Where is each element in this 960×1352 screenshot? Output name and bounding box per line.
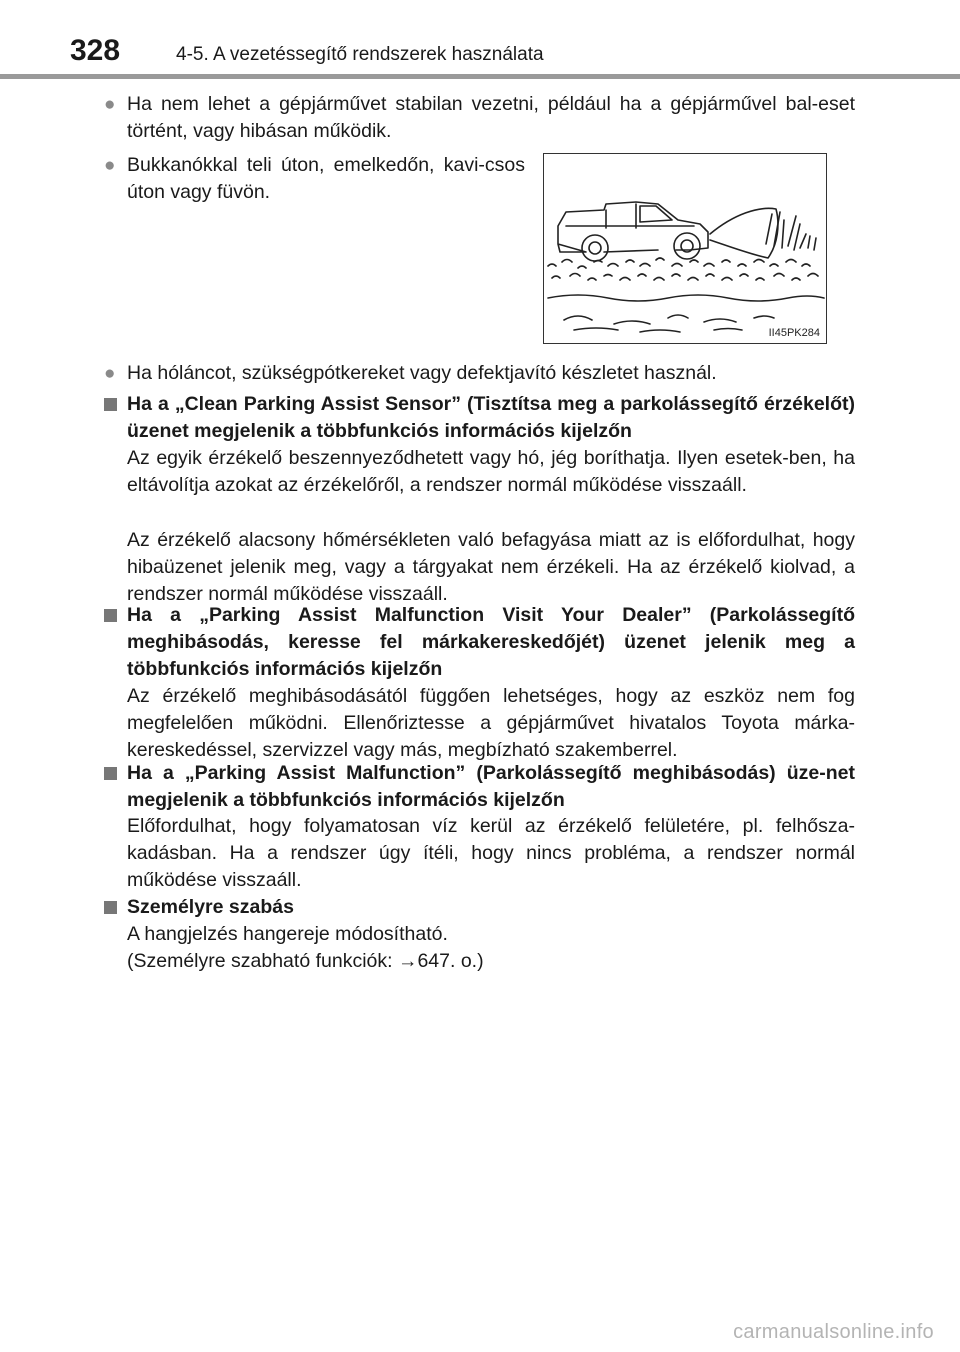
bullet-text-3: Ha hóláncot, szükségpótkereket vagy defektjavító készletet használ. — [127, 362, 717, 384]
section-2-paragraph-1: Az érzékelő meghibásodásától függően lehetséges, hogy az eszköz nem fog megfelelően működni. Ellenőriztesse a gépjárművet hivatalos Toyota márka-kereskedéssel, szervizzel vagy más, megbízható szakemberrel. — [127, 685, 855, 761]
square-bullet-icon — [104, 767, 117, 780]
section-4-line-1: A hangjelzés hangereje módosítható. — [127, 923, 448, 945]
watermark: carmanualsonline.info — [733, 1321, 934, 1343]
section-title: 4-5. A vezetéssegítő rendszerek használata — [176, 44, 544, 65]
figure-code: II45PK284 — [768, 327, 820, 339]
section-1-paragraph-2: Az érzékelő alacsony hőmérsékleten való befagyása miatt az is előfordulhat, hogy hibaüzenet jelenik meg, vagy a tárgyakat nem érzékeli. Ha az érzékelő kiolvad, a rendszer normál működése visszaáll. — [127, 529, 855, 605]
square-bullet-icon — [104, 901, 117, 914]
rough-road-illustration — [543, 153, 827, 344]
section-heading-4: Személyre szabás — [127, 896, 294, 918]
bullet-text-1: Ha nem lehet a gépjárművet stabilan vezetni, például ha a gépjárművel bal-eset történt, vagy hibásan működik. — [127, 93, 855, 142]
pickup-truck-on-rough-terrain-image — [544, 154, 827, 344]
square-bullet-icon — [104, 398, 117, 411]
section-heading-2: Ha a „Parking Assist Malfunction Visit Your Dealer” (Parkolássegítő meghibásodás, keresse fel márkakereskedőjét) üzenet jelenik meg a többfunkciós információs kijelzőn — [127, 604, 855, 680]
page-header — [0, 0, 960, 82]
header-rule — [0, 74, 960, 79]
circle-bullet-icon: ● — [104, 363, 116, 384]
circle-bullet-icon: ● — [104, 94, 116, 115]
square-bullet-icon — [104, 609, 117, 622]
section-heading-1: Ha a „Clean Parking Assist Sensor” (Tisztítsa meg a parkolássegítő érzékelőt) üzenet megjelenik a többfunkciós információs kijelzőn — [127, 393, 855, 442]
page-number: 328 — [70, 34, 121, 67]
section-heading-3: Ha a „Parking Assist Malfunction” (Parkolássegítő meghibásodás) üze-net megjelenik a többfunkciós információs kijelzőn — [127, 762, 855, 811]
circle-bullet-icon: ● — [104, 155, 116, 176]
section-1-paragraph-1: Az egyik érzékelő beszennyeződhetett vagy hó, jég boríthatja. Ilyen esetek-ben, ha eltávolítja azokat az érzékelőről, a rendszer normál működése visszaáll. — [127, 447, 855, 496]
bullet-text-2: Bukkanókkal teli úton, emelkedőn, kavi-csos úton vagy füvön. — [127, 154, 525, 203]
section-4-line-2: (Személyre szabható funkciók: →647. o.) — [127, 950, 484, 972]
section-3-paragraph-1: Előfordulhat, hogy folyamatosan víz kerül az érzékelő felületére, pl. felhősza-kadásban. Ha a rendszer úgy ítéli, hogy nincs probléma, a rendszer normál működése visszaáll. — [127, 815, 855, 891]
